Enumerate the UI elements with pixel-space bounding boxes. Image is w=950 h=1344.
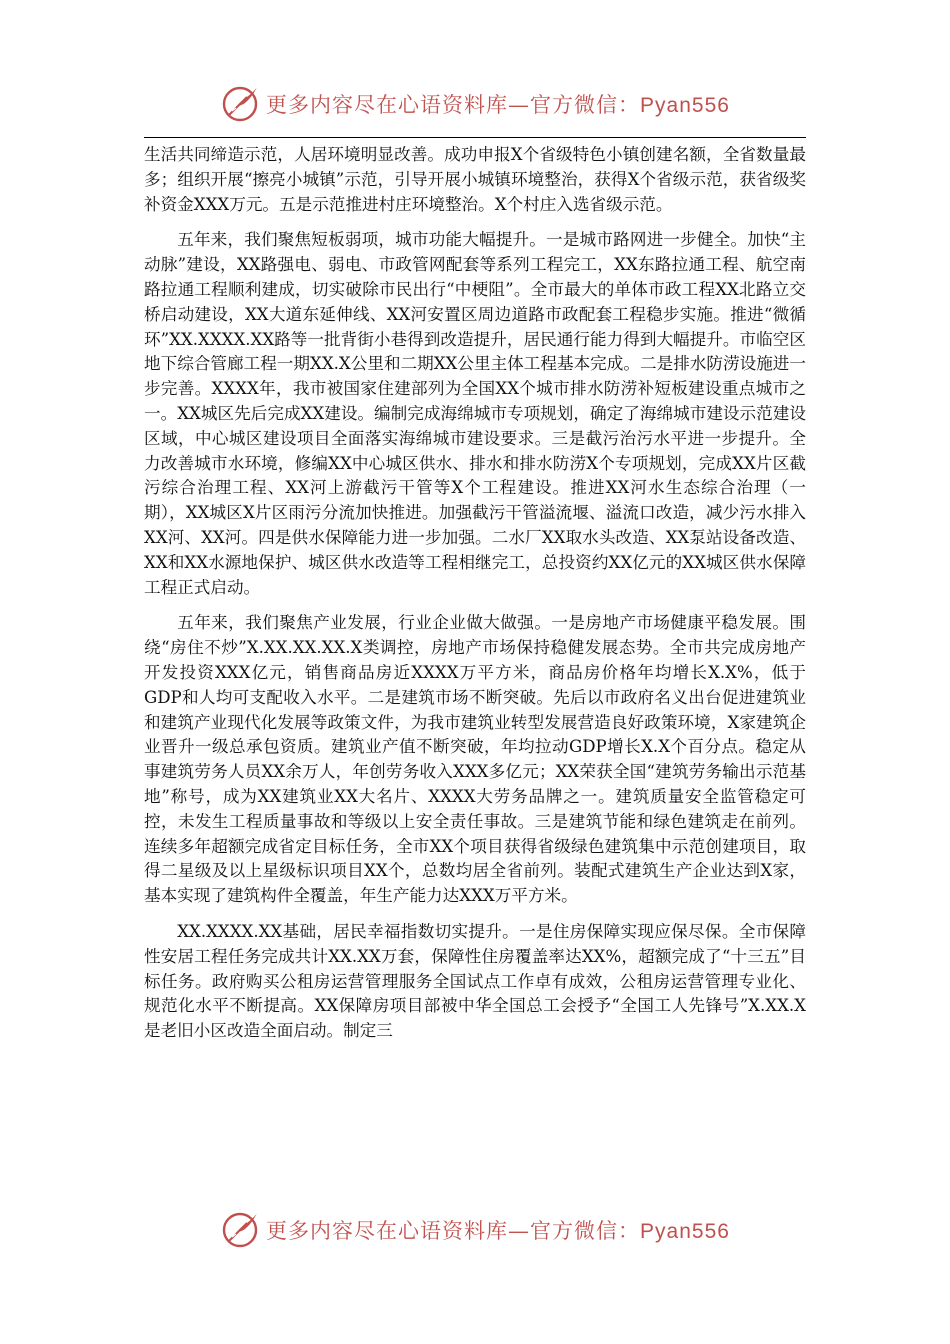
footer-banner — [0, 1208, 950, 1252]
body-paragraph: XX.XXXX.XX基础，居民幸福指数切实提升。一是住房保障实现应保尽保。全市保障性安居工程任务完成共计XX.XX万套，保障性住房覆盖率达XX%，超额完成了“十三五”目标任务。政府购买公租房运营管理服务全国试点工作卓有成效，公租房运营管理专业化、规范化水平不断提高。XX保障房项目部被中华全国总工会授予“全国工人先锋号”X.XX.X是老旧小区改造全面启动。制定三 — [144, 921, 806, 1041]
header-wechat-id: Pyan556 — [640, 94, 730, 117]
body-paragraph: 五年来，我们聚焦产业发展，行业企业做大做强。一是房地产市场健康平稳发展。围绕“房住不炒”X.XX.XX.XX.X类调控，房地产市场保持稳健发展态势。全市共完成房地产开发投资XXX亿元，销售商品房近XXXX万平方米，商品房价格年均增长X.X%，低于GDP和人均可支配收入水平。二是建筑市场不断突破。先后以市政府名义出台促进建筑业和建筑产业现代化发展等政策文件，为我市建筑业转型发展营造良好政策环境，X家建筑企业晋升一级总承包资质。建筑业产值不断突破，年均拉动GDP增长X.X个百分点。稳定从事建筑劳务人员XX余万人，年创劳务收入XXX多亿元；XX荣获全国“建筑劳务输出示范基地”称号，成为XX建筑业XX大名片、XXXX大劳务品牌之一。建筑质量安全监管稳定可控，未发生工程质量事故和等级以上安全责任事故。三是建筑节能和绿色建筑走在前列。连续多年超额完成省定目标任务，全市XX个项目获得省级绿色建筑集中示范创建项目，取得二星级及以上星级标识项目XX个，总数均居全省前列。装配式建筑生产企业达到X家，基本实现了建筑构件全覆盖，年生产能力达XXX万平方米。 — [144, 613, 806, 906]
header-banner-text: 更多内容尽在心语资料库—官方微信： — [266, 93, 641, 117]
quill-logo-icon — [220, 84, 260, 124]
body-paragraph: 五年来，我们聚焦短板弱项，城市功能大幅提升。一是城市路网进一步健全。加快“主动脉”建设，XX路强电、弱电、市政管网配套等系列工程完工，XX东路拉通工程、航空南路拉通工程顺利建成，切实破除市民出行“中梗阻”。全市最大的单体市政工程XX北路立交桥启动建设，XX大道东延伸线、XX河安置区周边道路市政配套工程稳步实施。推进“微循环”XX.XXXX.XX路等一批背街小巷得到改造提升，居民通行能力得到大幅提升。市临空区地下综合管廊工程一期XX.X公里和二期XX公里主体工程基本完成。二是排水防涝设施进一步完善。XXXX年，我市被国家住建部列为全国XX个城市排水防涝补短板建设重点城市之一。XX城区先后完成XX建设。编制完成海绵城市专项规划，确定了海绵城市建设示范建设区域，中心城区建设项目全面落实海绵城市建设要求。三是截污治污水平进一步提升。全力改善城市水环境，修编XX中心城区供水、排水和排水防涝X个专项规划，完成XX片区截污综合治理工程、XX河上游截污干管等X个工程建设。推进XX河水生态综合治理（一期），XX城区X片区雨污分流加快推进。加强截污干管溢流堰、溢流口改造，减少污水排入XX河、XX河。四是供水保障能力进一步加强。二水厂XX取水头改造、XX泵站设备改造、XX和XX水源地保护、城区供水改造等工程相继完工，总投资约XX亿元的XX城区供水保障工程正式启动。 — [144, 230, 806, 597]
quill-logo-icon — [220, 1210, 260, 1250]
header-banner — [0, 82, 950, 126]
body-paragraph: 生活共同缔造示范，人居环境明显改善。成功申报X个省级特色小镇创建名额，全省数量最多；组织开展“擦亮小城镇”示范，引导开展小城镇环境整治，获得X个省级示范，获省级奖补资金XXX万元。五是示范推进村庄环境整治。X个村庄入选省级示范。 — [144, 145, 806, 214]
header-divider — [144, 137, 806, 138]
footer-wechat-id: Pyan556 — [640, 1220, 730, 1243]
footer-banner-text: 更多内容尽在心语资料库—官方微信： — [266, 1219, 641, 1243]
document-body — [144, 143, 806, 1189]
